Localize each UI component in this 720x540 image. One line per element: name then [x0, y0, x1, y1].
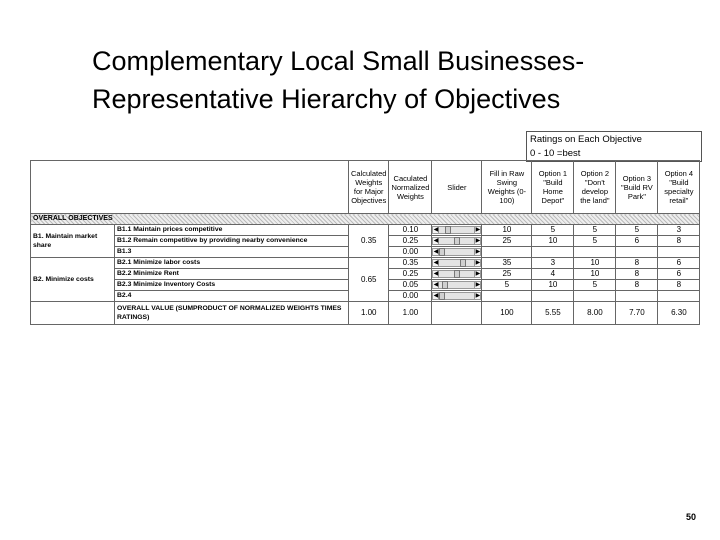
- overall-blank: [31, 302, 115, 325]
- rating-option-3[interactable]: 5: [616, 225, 658, 236]
- rating-option-3[interactable]: [616, 247, 658, 258]
- rating-option-4[interactable]: [658, 291, 700, 302]
- raw-weight-input[interactable]: 5: [482, 280, 532, 291]
- group-name: B1. Maintain market share: [31, 225, 115, 258]
- objective-label: B2.2 Minimize Rent: [115, 269, 349, 280]
- objective-label: B2.1 Minimize labor costs: [115, 258, 349, 269]
- normalized-weight: 0.00: [389, 291, 432, 302]
- objective-label: B1.1 Maintain prices competitive: [115, 225, 349, 236]
- overall-objectives-band: [31, 214, 700, 225]
- slider-thumb[interactable]: [454, 270, 460, 278]
- raw-weight-input[interactable]: 10: [482, 225, 532, 236]
- overall-value-row: [31, 302, 700, 325]
- header-option-4: Option 4 "Build specialty retail": [658, 161, 700, 214]
- weight-slider[interactable]: [432, 269, 482, 280]
- overall-option-1: 5.55: [532, 302, 574, 325]
- slide-title: [92, 42, 584, 118]
- title-line-1: Complementary Local Small Businesses-: [92, 46, 585, 76]
- raw-weight-input[interactable]: [482, 291, 532, 302]
- header-fill-raw: Fill in Raw Swing Weights (0-100): [482, 161, 532, 214]
- rating-option-1[interactable]: 3: [532, 258, 574, 269]
- overall-objectives-label: OVERALL OBJECTIVES: [31, 214, 700, 225]
- slider-left-arrow-icon[interactable]: ◀: [433, 271, 439, 277]
- rating-option-3[interactable]: [616, 291, 658, 302]
- rating-option-2[interactable]: 5: [574, 225, 616, 236]
- header-slider: Slider: [432, 161, 482, 214]
- rating-option-3[interactable]: 8: [616, 269, 658, 280]
- header-option-1: Option 1 "Build Home Depot": [532, 161, 574, 214]
- rating-option-1[interactable]: [532, 291, 574, 302]
- rating-option-4[interactable]: 3: [658, 225, 700, 236]
- rating-option-2[interactable]: 5: [574, 236, 616, 247]
- ratings-header-line2: 0 - 10 =best: [530, 148, 581, 159]
- objectives-table: [30, 160, 700, 325]
- weight-slider[interactable]: [432, 280, 482, 291]
- header-row: [31, 161, 700, 214]
- raw-weight-input[interactable]: 25: [482, 269, 532, 280]
- overall-option-2: 8.00: [574, 302, 616, 325]
- normalized-weight: 0.00: [389, 247, 432, 258]
- objective-row: [31, 225, 700, 236]
- slider-right-arrow-icon[interactable]: ▶: [475, 260, 481, 266]
- overall-value-label: OVERALL VALUE (SUMPRODUCT OF NORMALIZED WEIGHTS TIMES RATINGS): [115, 302, 349, 325]
- slider-right-arrow-icon[interactable]: ▶: [475, 249, 481, 255]
- title-line-2: Representative Hierarchy of Objectives: [92, 84, 561, 114]
- weight-slider[interactable]: [432, 291, 482, 302]
- slider-thumb[interactable]: [442, 281, 448, 289]
- slider-thumb[interactable]: [445, 226, 451, 234]
- rating-option-4[interactable]: 6: [658, 258, 700, 269]
- ratings-header: [526, 131, 702, 162]
- weight-slider[interactable]: [432, 247, 482, 258]
- normalized-weight: 0.25: [389, 236, 432, 247]
- header-option-3: Option 3 "Build RV Park": [616, 161, 658, 214]
- rating-option-2[interactable]: 10: [574, 258, 616, 269]
- major-weight: 0.35: [349, 225, 389, 258]
- slider-left-arrow-icon[interactable]: ◀: [433, 238, 439, 244]
- overall-norm: 1.00: [389, 302, 432, 325]
- overall-slider-blank: [432, 302, 482, 325]
- overall-option-3: 7.70: [616, 302, 658, 325]
- slider-thumb[interactable]: [439, 248, 445, 256]
- normalized-weight: 0.05: [389, 280, 432, 291]
- rating-option-3[interactable]: 8: [616, 280, 658, 291]
- slider-thumb[interactable]: [439, 292, 445, 300]
- rating-option-3[interactable]: 8: [616, 258, 658, 269]
- slider-left-arrow-icon[interactable]: ◀: [433, 249, 439, 255]
- rating-option-2[interactable]: [574, 291, 616, 302]
- normalized-weight: 0.25: [389, 269, 432, 280]
- header-calc-norm: Caculated Normalized Weights: [389, 161, 432, 214]
- overall-raw: 100: [482, 302, 532, 325]
- rating-option-1[interactable]: 5: [532, 225, 574, 236]
- major-weight: 0.65: [349, 258, 389, 302]
- objective-label: B2.4: [115, 291, 349, 302]
- rating-option-4[interactable]: 8: [658, 280, 700, 291]
- weight-slider[interactable]: [432, 258, 482, 269]
- slider-right-arrow-icon[interactable]: ▶: [475, 238, 481, 244]
- weight-slider[interactable]: [432, 236, 482, 247]
- slider-right-arrow-icon[interactable]: ▶: [475, 282, 481, 288]
- normalized-weight: 0.35: [389, 258, 432, 269]
- slider-right-arrow-icon[interactable]: ▶: [475, 227, 481, 233]
- rating-option-1[interactable]: 10: [532, 236, 574, 247]
- overall-major: 1.00: [349, 302, 389, 325]
- weight-slider[interactable]: [432, 225, 482, 236]
- raw-weight-input[interactable]: 25: [482, 236, 532, 247]
- raw-weight-input[interactable]: [482, 247, 532, 258]
- rating-option-2[interactable]: [574, 247, 616, 258]
- slider-right-arrow-icon[interactable]: ▶: [475, 271, 481, 277]
- slider-left-arrow-icon[interactable]: ◀: [433, 282, 439, 288]
- page-number: 50: [686, 512, 697, 522]
- objective-row: [31, 258, 700, 269]
- slider-thumb[interactable]: [454, 237, 460, 245]
- slider-left-arrow-icon[interactable]: ◀: [433, 227, 439, 233]
- slider-right-arrow-icon[interactable]: ▶: [475, 293, 481, 299]
- overall-option-4: 6.30: [658, 302, 700, 325]
- slider-left-arrow-icon[interactable]: ◀: [433, 293, 439, 299]
- ratings-header-line1: Ratings on Each Objective: [530, 134, 642, 145]
- rating-option-4[interactable]: 8: [658, 236, 700, 247]
- slider-left-arrow-icon[interactable]: ◀: [433, 260, 439, 266]
- header-option-2: Option 2 "Don't develop the land": [574, 161, 616, 214]
- rating-option-1[interactable]: 10: [532, 280, 574, 291]
- header-calc-major: Calculated Weights for Major Objectives: [349, 161, 389, 214]
- rating-option-4[interactable]: [658, 247, 700, 258]
- objective-label: B2.3 Minimize Inventory Costs: [115, 280, 349, 291]
- rating-option-2[interactable]: 10: [574, 269, 616, 280]
- group-name: B2. Minimize costs: [31, 258, 115, 302]
- rating-option-1[interactable]: [532, 247, 574, 258]
- header-blank: [31, 161, 349, 214]
- rating-option-1[interactable]: 4: [532, 269, 574, 280]
- objective-label: B1.2 Remain competitive by providing nearby convenience: [115, 236, 349, 247]
- slider-thumb[interactable]: [460, 259, 466, 267]
- raw-weight-input[interactable]: 35: [482, 258, 532, 269]
- objective-label: B1.3: [115, 247, 349, 258]
- rating-option-3[interactable]: 6: [616, 236, 658, 247]
- normalized-weight: 0.10: [389, 225, 432, 236]
- rating-option-2[interactable]: 5: [574, 280, 616, 291]
- rating-option-4[interactable]: 6: [658, 269, 700, 280]
